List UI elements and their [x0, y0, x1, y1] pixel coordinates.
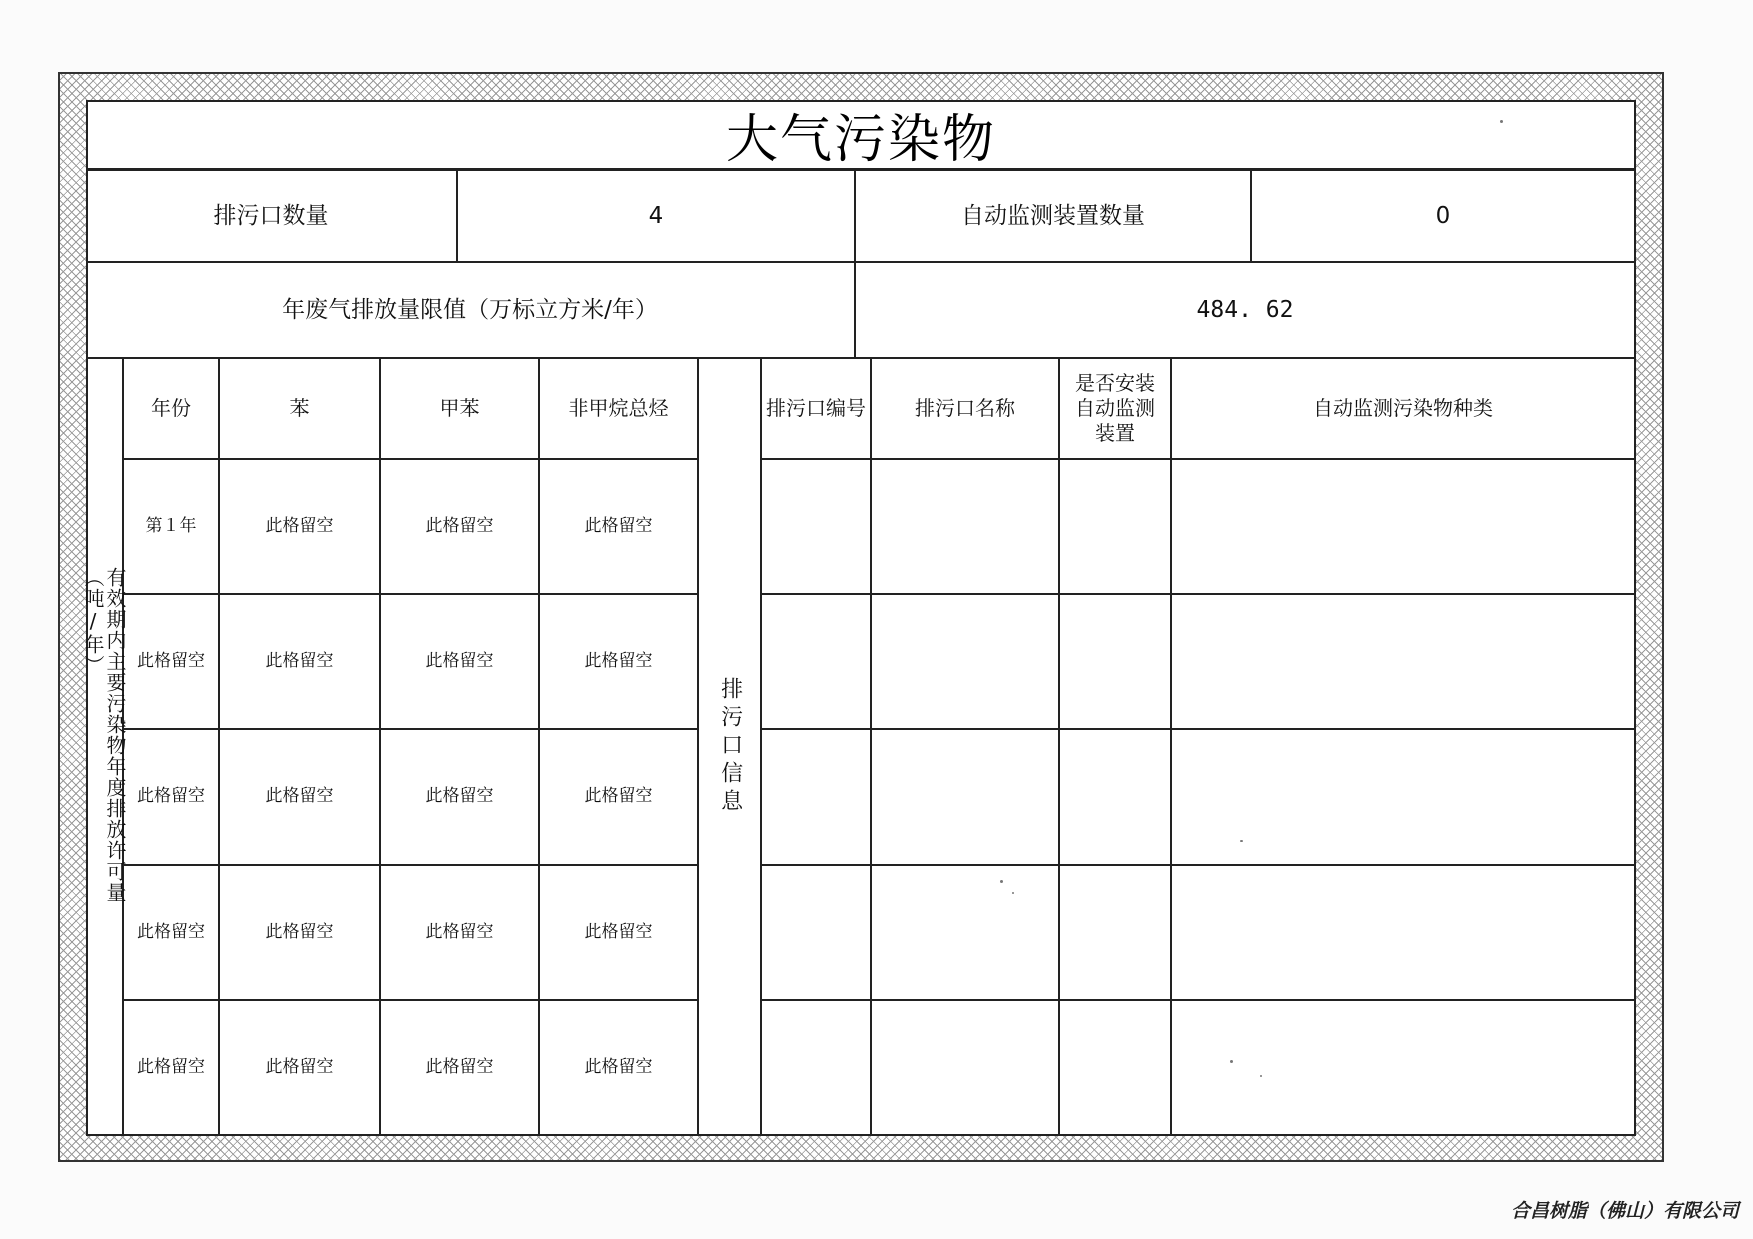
outlet-cell	[1060, 460, 1172, 595]
outlet-cell	[762, 730, 872, 866]
outlet-cell	[762, 866, 872, 1001]
emission-cell: 此格留空	[540, 1001, 699, 1136]
emission-cell: 此格留空	[540, 730, 699, 866]
emission-cell: 此格留空	[220, 595, 381, 730]
emission-cell-year: 此格留空	[124, 866, 220, 1001]
emission-cell: 此格留空	[540, 866, 699, 1001]
outlet-cell	[1060, 1001, 1172, 1136]
emission-cell: 此格留空	[540, 595, 699, 730]
emissions-side-label	[81, 359, 127, 1136]
header-monitor-pollutants: 自动监测污染物种类	[1172, 359, 1636, 460]
emissions-side-label-text: 有效期内主要污染物年度排放许可量（吨/年）	[81, 566, 127, 903]
outlet-cell	[1172, 1001, 1636, 1136]
emission-cell: 此格留空	[540, 460, 699, 595]
outlet-side-label	[699, 359, 762, 1136]
outlet-count-value: 4	[458, 168, 856, 263]
header-toluene: 甲苯	[381, 359, 540, 460]
emission-cell-year: 此格留空	[124, 730, 220, 866]
emission-cell: 此格留空	[381, 460, 540, 595]
scan-speck	[1230, 1060, 1233, 1063]
scan-speck	[1012, 892, 1014, 894]
emission-cell: 此格留空	[381, 866, 540, 1001]
header-nmhc: 非甲烷总烃	[540, 359, 699, 460]
outlet-cell	[1060, 595, 1172, 730]
outlet-cell	[872, 1001, 1060, 1136]
emission-cell-year: 此格留空	[124, 595, 220, 730]
header-outlet-id: 排污口编号	[762, 359, 872, 460]
emission-cell: 此格留空	[381, 1001, 540, 1136]
emission-cell-year: 第１年	[124, 460, 220, 595]
emission-cell-year: 此格留空	[124, 1001, 220, 1136]
annual-limit-value: 484. 62	[856, 263, 1636, 359]
emission-cell: 此格留空	[220, 460, 381, 595]
scan-speck	[1500, 120, 1503, 123]
outlet-cell	[1172, 866, 1636, 1001]
company-footer: 合昌树脂（佛山）有限公司	[1510, 1200, 1739, 1222]
header-outlet-name: 排污口名称	[872, 359, 1060, 460]
emission-cell: 此格留空	[220, 1001, 381, 1136]
page-title: 大气污染物	[725, 109, 996, 170]
outlet-cell	[1172, 460, 1636, 595]
header-monitor-installed: 是否安装自动监测装置	[1060, 359, 1172, 460]
scan-speck	[1260, 1075, 1262, 1077]
emission-cell: 此格留空	[220, 730, 381, 866]
outlet-cell	[762, 460, 872, 595]
header-benzene: 苯	[220, 359, 381, 460]
outlet-cell	[872, 730, 1060, 866]
emission-cell: 此格留空	[381, 730, 540, 866]
outlet-cell	[872, 866, 1060, 1001]
outlet-cell	[1172, 595, 1636, 730]
outlet-cell	[872, 595, 1060, 730]
header-year: 年份	[124, 359, 220, 460]
emission-cell: 此格留空	[220, 866, 381, 1001]
outlet-cell	[872, 460, 1060, 595]
scan-speck	[1240, 840, 1243, 842]
outlet-cell	[1060, 866, 1172, 1001]
outlet-cell	[762, 595, 872, 730]
annual-limit-label: 年废气排放量限值（万标立方米/年）	[86, 263, 856, 359]
outlet-cell	[762, 1001, 872, 1136]
emission-cell: 此格留空	[381, 595, 540, 730]
monitor-count-label: 自动监测装置数量	[856, 168, 1252, 263]
scan-speck	[1000, 880, 1003, 883]
outlet-count-label: 排污口数量	[86, 168, 458, 263]
outlet-cell	[1060, 730, 1172, 866]
outlet-cell	[1172, 730, 1636, 866]
outlet-side-label-text: 排污口信息	[717, 676, 743, 817]
monitor-count-value: 0	[1252, 168, 1636, 263]
